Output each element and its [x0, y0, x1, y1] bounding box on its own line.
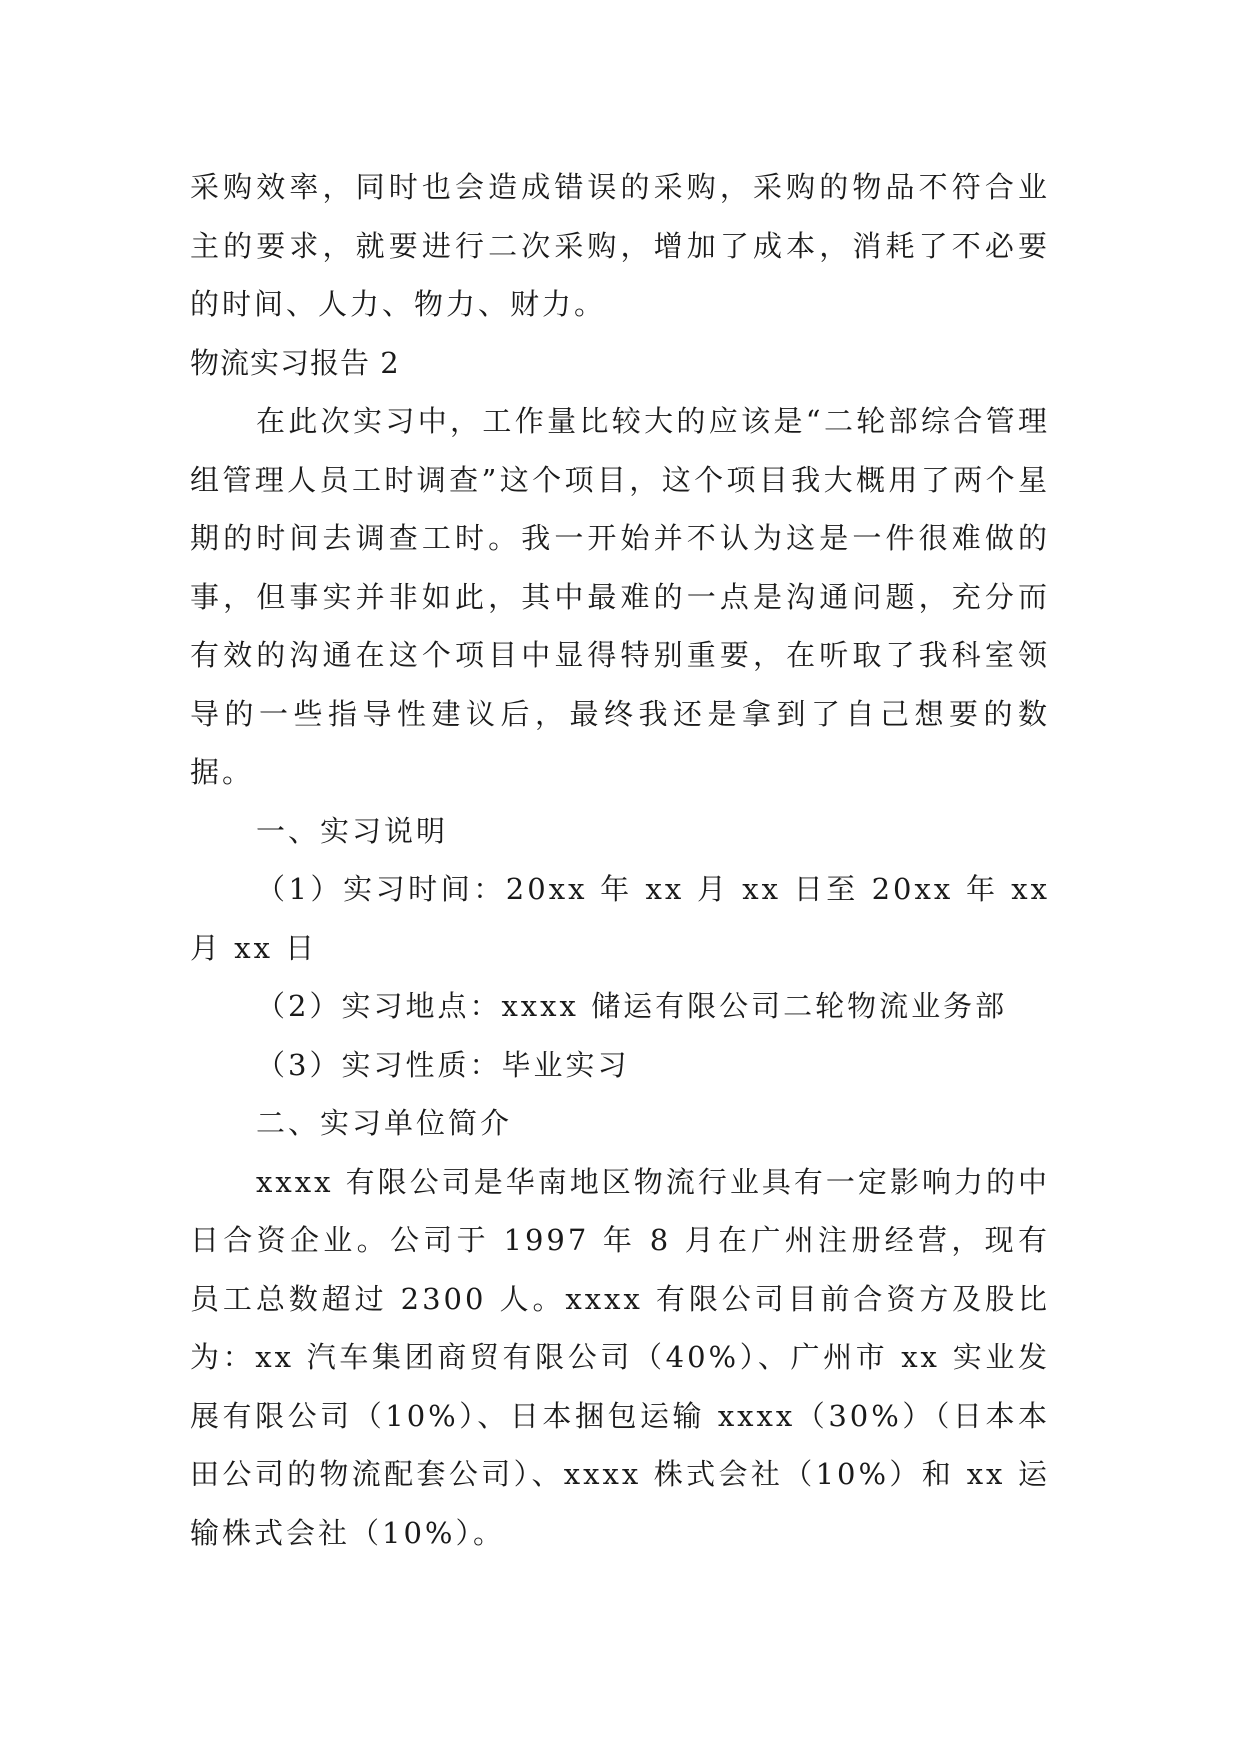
internship-location: （2）实习地点：xxxx 储运有限公司二轮物流业务部 — [256, 989, 1008, 1023]
internship-time: （1）实习时间：20xx 年 xx 月 xx 日至 20xx 年 xx 月 xx 日 — [190, 872, 1050, 965]
section-heading-1: 一、实习说明 — [256, 813, 449, 848]
internship-nature: （3）实习性质：毕业实习 — [256, 1047, 630, 1082]
document-body — [190, 158, 1050, 1562]
paragraph-intro: 在此次实习中，工作量比较大的应该是“二轮部综合管理组管理人员工时调查”这个项目，这个项目我大概用了两个星期的时间去调查工时。我一开始并不认为这是一件很难做的事，但事实并非如此，其中最难的一点是沟通问题，充分而有效的沟通在这个项目中显得特别重要，在听取了我科室领导的一些指导性建议后，最终我还是拿到了自己想要的数据。 — [190, 404, 1050, 789]
company-profile: xxxx 有限公司是华南地区物流行业具有一定影响力的中日合资企业。公司于 1997 年 8 月在广州注册经营，现有员工总数超过 2300 人。xxxx 有限公司目前合资方及股比为：xx 汽车集团商贸有限公司（40%）、广州市 xx 实业发展有限公司（10%）、日本捆包运输 xxxx（30%）（日本本田公司的物流配套公司）、xxxx 株式会社（10%）和 xx 运输株式会社（10%）。 — [190, 1164, 1050, 1550]
section-heading-2: 二、实习单位简介 — [256, 1106, 513, 1140]
report-title: 物流实习报告 2 — [190, 345, 400, 380]
paragraph-continued: 采购效率，同时也会造成错误的采购，采购的物品不符合业主的要求，就要进行二次采购，增加了成本，消耗了不必要的时间、人力、物力、财力。 — [190, 170, 1050, 321]
